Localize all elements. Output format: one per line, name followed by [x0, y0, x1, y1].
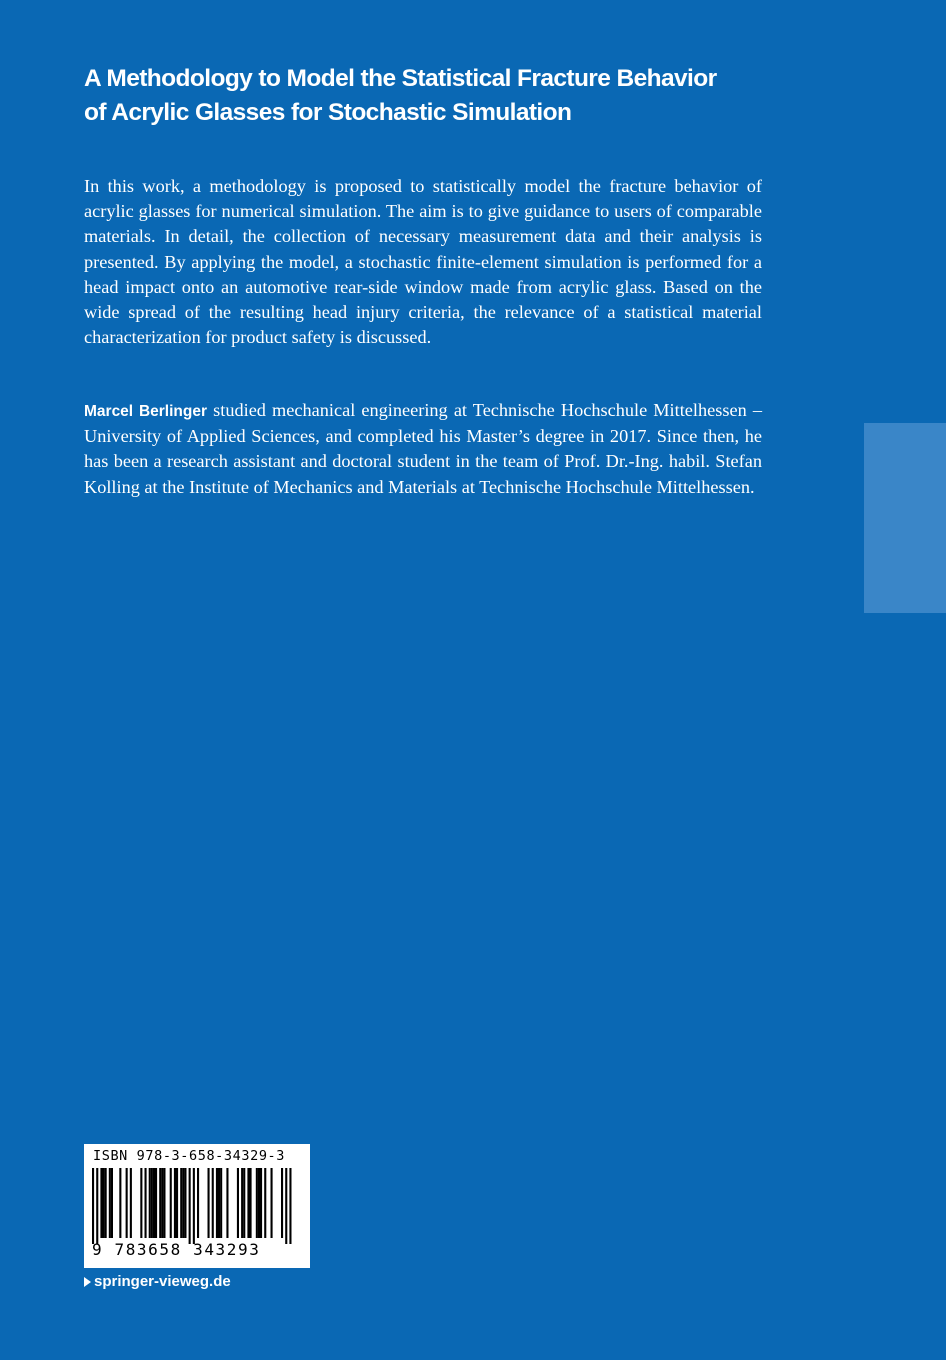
barcode-bar: [247, 1168, 249, 1238]
barcode-bar: [161, 1168, 163, 1238]
barcode-bar: [243, 1168, 245, 1238]
barcode-bar: [151, 1168, 153, 1238]
isbn-barcode: [84, 1144, 310, 1268]
barcode-bar: [271, 1168, 273, 1238]
arrow-right-icon: [84, 1277, 91, 1287]
barcode-bar: [260, 1168, 262, 1238]
barcode-bar: [149, 1168, 151, 1238]
barcode-bar: [105, 1168, 107, 1238]
author-bio-paragraph: [84, 398, 762, 500]
barcode-bar: [92, 1168, 94, 1244]
barcode-bar: [264, 1168, 266, 1238]
barcode-bar: [208, 1168, 210, 1238]
barcode-bar: [250, 1168, 252, 1238]
barcode-bar: [193, 1168, 195, 1244]
book-title-line-1: A Methodology to Model the Statistical Fracture Behavior: [84, 65, 717, 92]
barcode-bar: [174, 1168, 176, 1238]
publisher-website-link[interactable]: [84, 1273, 231, 1290]
barcode-bar: [258, 1168, 260, 1238]
side-tab: [864, 423, 946, 613]
barcode-bar: [96, 1168, 98, 1244]
author-bio-text: studied mechanical engineering at Technische Hochschule Mittelhessen – University of Applied Sciences, and completed his Master’s degree in 2017. Since then, he has been a research assistant and doctoral student in the team of Prof. Dr.-Ing. habil. Stefan Kolling at the Institute of Mechanics and Materials at Technische Hochschule Mittelhessen.: [84, 400, 762, 497]
barcode-bar: [256, 1168, 258, 1238]
book-title-line-2: of Acrylic Glasses for Stochastic Simulation: [84, 99, 572, 126]
barcode-bar: [100, 1168, 102, 1238]
barcode-bar: [103, 1168, 105, 1238]
publisher-website-text: springer-vieweg.de: [94, 1273, 231, 1290]
barcode-bar: [184, 1168, 186, 1238]
barcode-bar: [241, 1168, 243, 1238]
barcode-icon: [92, 1168, 302, 1244]
barcode-bar: [159, 1168, 161, 1238]
barcode-bar: [119, 1168, 121, 1238]
barcode-bar: [126, 1168, 128, 1238]
barcode-bar: [180, 1168, 182, 1238]
barcode-bar: [220, 1168, 222, 1238]
barcode-bar: [197, 1168, 199, 1238]
barcode-bar: [145, 1168, 147, 1238]
author-name: Marcel Berlinger: [84, 403, 208, 420]
barcode-bar: [226, 1168, 228, 1238]
barcode-bar: [189, 1168, 191, 1244]
barcode-digits: 9 783658 343293: [92, 1240, 261, 1259]
barcode-bar: [140, 1168, 142, 1238]
barcode-bar: [218, 1168, 220, 1238]
abstract-paragraph: In this work, a methodology is proposed to statistically model the fracture behavior of acrylic glasses for numerical simulation. The aim is to give guidance to users of comparable materials. In detail, the collection of necessary measurement data and their analysis is presented. By applying the model, a stochastic finite-element simulation is performed for a head impact onto an automotive rear-side window made from acrylic glass. Based on the wide spread of the resulting head injury criteria, the relevance of a statistical material characterization for product safety is discussed.: [84, 176, 762, 348]
barcode-bar: [182, 1168, 184, 1238]
barcode-bar: [237, 1168, 239, 1238]
barcode-bar: [285, 1168, 287, 1244]
barcode-bar: [170, 1168, 172, 1238]
barcode-bar: [153, 1168, 155, 1238]
barcode-bar: [109, 1168, 111, 1238]
barcode-bar: [281, 1168, 283, 1238]
book-title: [84, 62, 864, 130]
barcode-bar: [163, 1168, 165, 1238]
barcode-bar: [111, 1168, 113, 1238]
barcode-bar: [176, 1168, 178, 1238]
barcode-bar: [155, 1168, 157, 1238]
barcode-bar: [216, 1168, 218, 1238]
isbn-label: ISBN 978-3-658-34329-3: [93, 1148, 286, 1164]
barcode-bar: [212, 1168, 214, 1238]
barcode-bar: [130, 1168, 132, 1238]
barcode-bar: [289, 1168, 291, 1244]
